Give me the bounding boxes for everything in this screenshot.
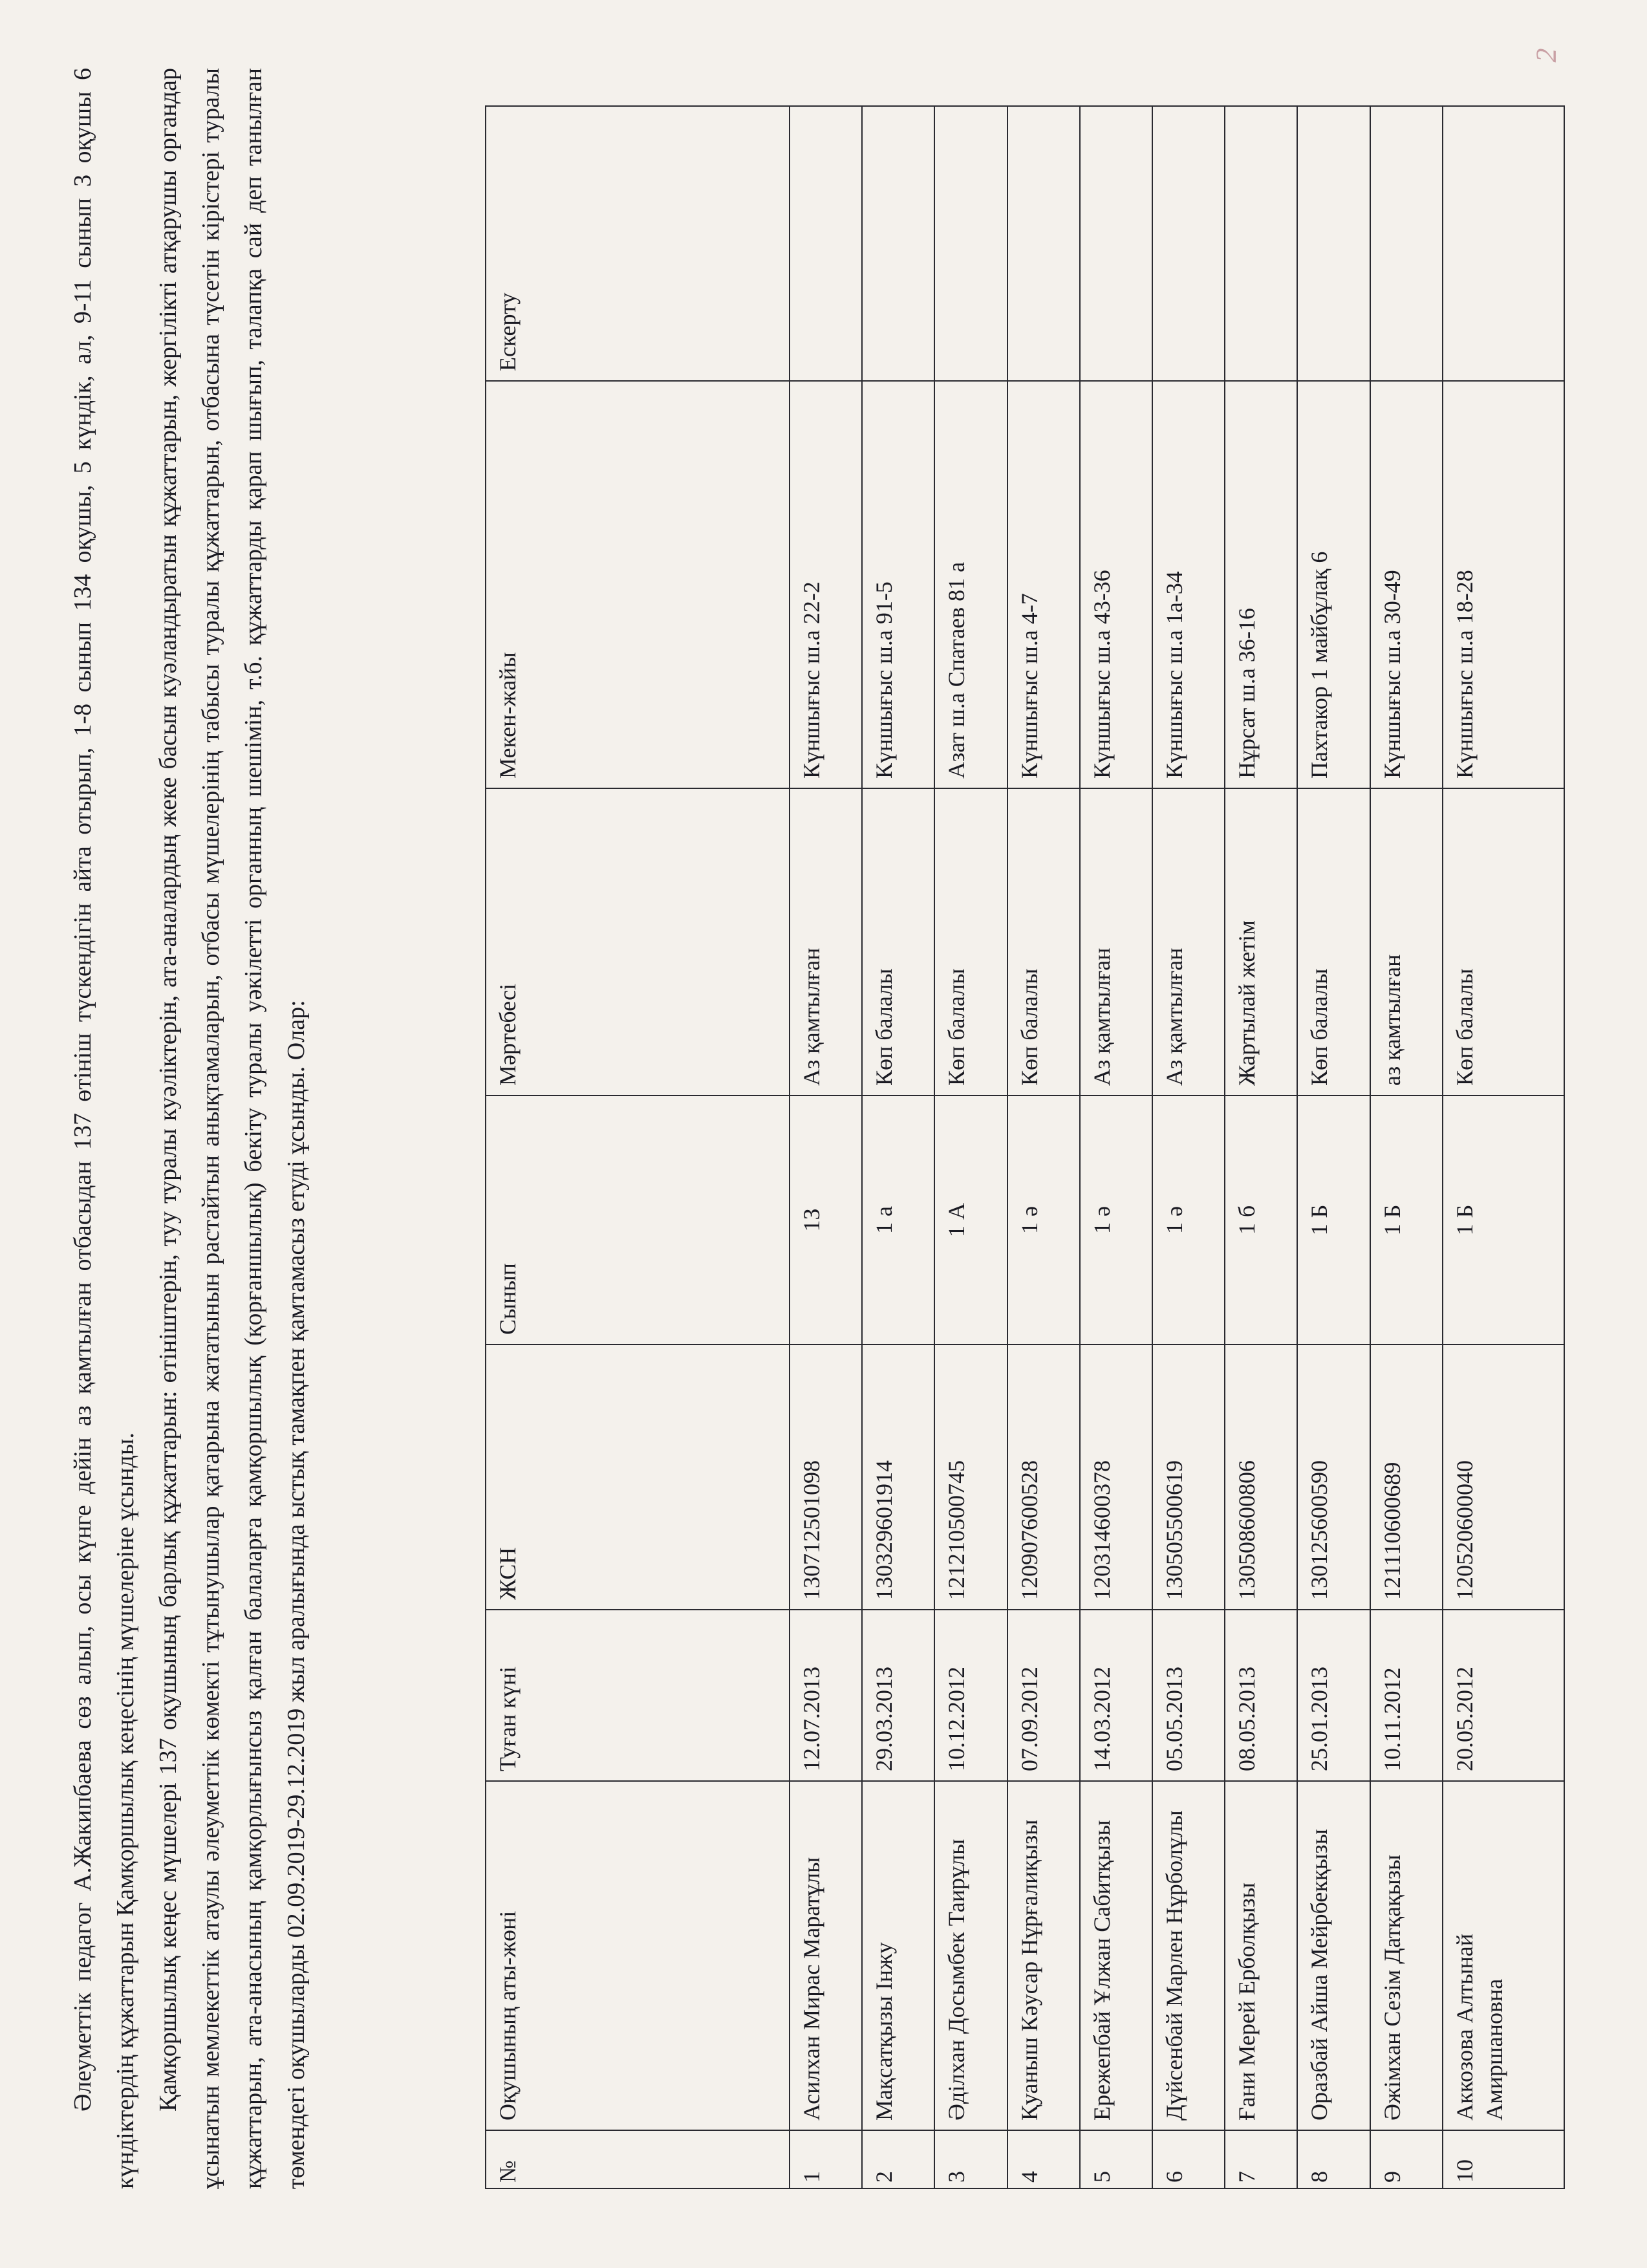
cell-status: Көп балалы <box>934 788 1007 1096</box>
cell-note <box>1370 106 1443 381</box>
cell-iin: 130712501098 <box>790 1345 862 1610</box>
cell-dob: 10.12.2012 <box>934 1610 1007 1781</box>
cell-grade: 1 Б <box>1297 1096 1370 1345</box>
cell-note <box>1225 106 1297 381</box>
table-row <box>1080 106 1152 2188</box>
cell-note <box>1297 106 1370 381</box>
cell-dob: 14.03.2012 <box>1080 1610 1152 1781</box>
cell-num: 9 <box>1370 2130 1443 2188</box>
cell-num: 3 <box>934 2130 1007 2188</box>
cell-note <box>790 106 862 381</box>
cell-num: 8 <box>1297 2130 1370 2188</box>
intro-paragraph-1: Әлеуметтік педагог А.Жакипбаева сөз алып, осы күнге дейін аз қамтылған отбасыдан 137 өтініш түскендігін айта отырып, 1-8 сынып 134 оқушы, 5 күндік, ал, 9-11 сынып 3 оқушы 6 күндіктердің құжаттарын Қамқоршылық кеңесінің мүшелеріне ұсынды. <box>69 68 139 2189</box>
cell-address: Күншығыс ш.а 4-7 <box>1007 381 1080 788</box>
cell-status: Көп балалы <box>862 788 934 1096</box>
cell-address: Күншығыс ш.а 30-49 <box>1370 381 1443 788</box>
cell-num: 4 <box>1007 2130 1080 2188</box>
cell-address: Азат ш.а Спатаев 81 а <box>934 381 1007 788</box>
cell-note <box>862 106 934 381</box>
cell-dob: 29.03.2013 <box>862 1610 934 1781</box>
cell-name: Қуаныш Кәусар Нұрғалиқызы <box>1007 1781 1080 2130</box>
cell-address: Күншығыс ш.а 18-28 <box>1443 381 1564 788</box>
cell-dob: 12.07.2013 <box>790 1610 862 1781</box>
cell-iin: 130125600590 <box>1297 1345 1370 1610</box>
cell-name: Оразбай Айша Мейрбекқызы <box>1297 1781 1370 2130</box>
table-row <box>1225 106 1297 2188</box>
cell-iin: 121210500745 <box>934 1345 1007 1610</box>
cell-iin: 120520600040 <box>1443 1345 1564 1610</box>
cell-grade: 1 Б <box>1443 1096 1564 1345</box>
cell-address: Күншығыс ш.а 43-36 <box>1080 381 1152 788</box>
table-row <box>1443 106 1564 2188</box>
cell-grade: 1 А <box>934 1096 1007 1345</box>
cell-address: Пахтакор 1 майбұлақ 6 <box>1297 381 1370 788</box>
cell-dob: 07.09.2012 <box>1007 1610 1080 1781</box>
cell-iin: 130329601914 <box>862 1345 934 1610</box>
cell-status: Жартылай жетім <box>1225 788 1297 1096</box>
cell-name: Асилхан Мирас Маратұлы <box>790 1781 862 2130</box>
cell-status: Көп балалы <box>1007 788 1080 1096</box>
cell-name: Ережепбай Ұлжан Сабитқызы <box>1080 1781 1152 2130</box>
cell-iin: 130508600806 <box>1225 1345 1297 1610</box>
table-row <box>934 106 1007 2188</box>
cell-note <box>1080 106 1152 381</box>
header-num: № <box>486 2130 790 2188</box>
cell-note <box>1007 106 1080 381</box>
table-row <box>790 106 862 2188</box>
header-grade: Сынып <box>486 1096 790 1345</box>
cell-dob: 10.11.2012 <box>1370 1610 1443 1781</box>
cell-address: Күншығыс ш.а 1а-34 <box>1152 381 1225 788</box>
cell-status: Аз қамтылған <box>790 788 862 1096</box>
cell-status: Көп балалы <box>1297 788 1370 1096</box>
table-row <box>1152 106 1225 2188</box>
cell-status: аз қамтылған <box>1370 788 1443 1096</box>
table-row <box>1007 106 1080 2188</box>
cell-iin: 120907600528 <box>1007 1345 1080 1610</box>
table-row <box>862 106 934 2188</box>
cell-dob: 08.05.2013 <box>1225 1610 1297 1781</box>
header-dob: Туған күні <box>486 1610 790 1781</box>
cell-dob: 25.01.2013 <box>1297 1610 1370 1781</box>
cell-name: Ғани Мерей Ерболқызы <box>1225 1781 1297 2130</box>
cell-num: 7 <box>1225 2130 1297 2188</box>
cell-num: 10 <box>1443 2130 1564 2188</box>
cell-num: 6 <box>1152 2130 1225 2188</box>
cell-grade: 1 Б <box>1370 1096 1443 1345</box>
cell-name: Мақсатқызы Інжу <box>862 1781 934 2130</box>
cell-iin: 121110600689 <box>1370 1345 1443 1610</box>
cell-note <box>934 106 1007 381</box>
table-row <box>1370 106 1443 2188</box>
cell-address: Күншығыс ш.а 91-5 <box>862 381 934 788</box>
cell-note <box>1152 106 1225 381</box>
cell-grade: 1 ә <box>1007 1096 1080 1345</box>
header-name: Оқушының аты-жөні <box>486 1781 790 2130</box>
header-status: Мәртебесі <box>486 788 790 1096</box>
table-row <box>1297 106 1370 2188</box>
cell-status: Көп балалы <box>1443 788 1564 1096</box>
header-iin: ЖСН <box>486 1345 790 1610</box>
cell-dob: 20.05.2012 <box>1443 1610 1564 1781</box>
page-number: 2 <box>1530 48 1562 63</box>
cell-note <box>1443 106 1564 381</box>
cell-grade: 1 ә <box>1080 1096 1152 1345</box>
cell-grade: 1 б <box>1225 1096 1297 1345</box>
cell-grade: 1 а <box>862 1096 934 1345</box>
cell-address: Күншығыс ш.а 22-2 <box>790 381 862 788</box>
cell-iin: 130505500619 <box>1152 1345 1225 1610</box>
cell-dob: 05.05.2013 <box>1152 1610 1225 1781</box>
cell-name: Әжімхан Сезім Датқақызы <box>1370 1781 1443 2130</box>
cell-address: Нұрсат ш.а 36-16 <box>1225 381 1297 788</box>
header-note: Ескерту <box>486 106 790 381</box>
cell-name: Әділхан Досымбек Таирұлы <box>934 1781 1007 2130</box>
cell-grade: 1 ә <box>1152 1096 1225 1345</box>
cell-iin: 120314600378 <box>1080 1345 1152 1610</box>
document-page <box>61 61 1588 2196</box>
cell-status: Аз қамтылған <box>1152 788 1225 1096</box>
intro-text <box>61 61 318 2196</box>
cell-num: 2 <box>862 2130 934 2188</box>
students-table <box>485 105 1565 2189</box>
header-address: Мекен-жайы <box>486 381 790 788</box>
cell-name: Дүйсенбай Марлен Нұрболұлы <box>1152 1781 1225 2130</box>
cell-grade: 1З <box>790 1096 862 1345</box>
cell-name: Аккозова Алтынай Амиршановна <box>1443 1781 1564 2130</box>
cell-status: Аз қамтылған <box>1080 788 1152 1096</box>
intro-paragraph-2: Қамқоршылық кеңес мүшелері 137 оқушының барлық құжаттарын: өтініштерін, туу туралы куәліктерін, ата-аналардың жеке басын куәландыратын құжаттарын, жергілікті атқарушы органдар ұсынатын мемлекеттік атаулы әлеуметтік көмекті тұтынушылар қатарына жататынын растайтын анықтамаларын, отбасы мүшелерінің табысы туралы құжаттарын, отбасына түсетін кірістері туралы құжаттарын, ата-анасының қамқорлығынсыз қалған балаларға қамқоршылық (қорғаншылық) бекіту туралы уәкілетті органның шешімін, т.б. құжаттарды қарап шығып, талапқа сай деп танылған төмендегі оқушыларды 02.09.2019-29.12.2019 жыл аралығында ыстық тамақпен қамтамасыз етуді ұсынды. Олар: <box>155 68 310 2189</box>
table-header-row <box>486 106 790 2188</box>
cell-num: 1 <box>790 2130 862 2188</box>
cell-num: 5 <box>1080 2130 1152 2188</box>
